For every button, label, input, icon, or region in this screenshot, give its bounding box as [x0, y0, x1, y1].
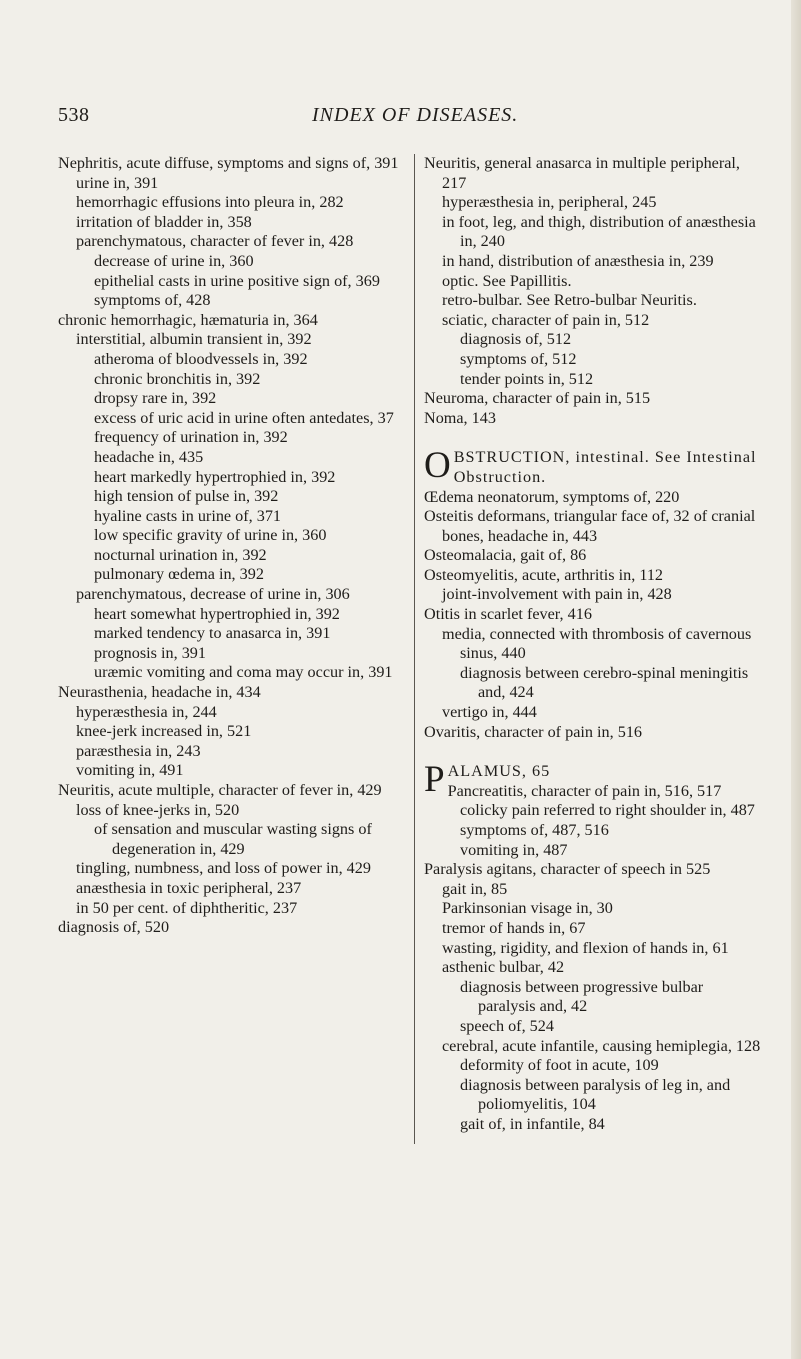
index-entry: Neuritis, acute multiple, character of fever in, 429 [58, 781, 382, 799]
index-entry: hyperæsthesia in, 244 [76, 702, 217, 721]
index-entry: decrease of urine in, 360 [94, 251, 254, 270]
index-entry: dropsy rare in, 392 [94, 389, 217, 408]
index-entry: Ovaritis, character of pain in, 516 [424, 722, 643, 741]
index-entry: speech of, 524 [460, 1016, 554, 1035]
section-o-entries [424, 488, 762, 743]
index-entry: gait in, 85 [442, 879, 508, 898]
index-entry: colicky pain referred to right shoulder in, 487 [460, 801, 755, 820]
dropcap-o: O [424, 445, 451, 487]
page-number: 538 [58, 104, 90, 126]
index-entry: tremor of hands in, 67 [442, 918, 586, 937]
index-entry: low specific gravity of urine in, 360 [94, 526, 327, 545]
index-entry: gait of, in infantile, 84 [460, 1114, 605, 1133]
left-column [58, 154, 408, 938]
running-head: INDEX OF DISEASES. [312, 104, 519, 126]
index-entry: sciatic, character of pain in, 512 [442, 310, 650, 329]
index-entry: prognosis in, 391 [94, 643, 206, 662]
section-o [424, 445, 762, 742]
index-entry: chronic hemorrhagic, hæmaturia in, 364 [58, 310, 318, 329]
right-column [424, 154, 762, 1135]
right-column-top-entries [424, 154, 762, 428]
column-divider [414, 154, 415, 1144]
index-entry: knee-jerk increased in, 521 [76, 722, 252, 741]
section-p [424, 759, 762, 1134]
index-entry: optic. See Papillitis. [442, 271, 572, 290]
index-entry: heart somewhat hypertrophied in, 392 [94, 604, 340, 623]
index-entry: Osteitis deformans, triangular face of, 32 of cranial bones, headache in, 443 [424, 507, 756, 545]
index-entry: Otitis in scarlet fever, 416 [424, 605, 592, 624]
index-entry: retro-bulbar. See Retro-bulbar Neuritis. [442, 291, 697, 310]
index-entry: joint-involvement with pain in, 428 [442, 585, 672, 604]
index-entry: Noma, 143 [424, 408, 496, 427]
index-entry: vomiting in, 487 [460, 840, 568, 859]
index-entry: uræmic vomiting and coma may occur in, 391 [94, 663, 393, 682]
dropcap-p: P [424, 759, 445, 801]
index-entry: tingling, numbness, and loss of power in, 429 [76, 859, 371, 878]
index-entry: urine in, 391 [76, 173, 159, 192]
index-entry: hyperæsthesia in, peripheral, 245 [442, 193, 657, 212]
index-entry: Œdema neonatorum, symptoms of, 220 [424, 487, 680, 506]
index-entry: loss of knee-jerks in, 520 [76, 800, 240, 819]
index-entry: vomiting in, 491 [76, 761, 184, 780]
index-entry: in 50 per cent. of diphtheritic, 237 [76, 898, 298, 917]
page-edge-shadow [791, 0, 801, 1359]
index-entry: of sensation and muscular wasting signs of degeneration in, 429 [94, 820, 372, 858]
index-entry: irritation of bladder in, 358 [76, 212, 252, 231]
index-entry: Osteomalacia, gait of, 86 [424, 546, 587, 565]
section-o-lead [424, 445, 762, 487]
index-entry: hemorrhagic effusions into pleura in, 282 [76, 193, 344, 212]
index-entry: symptoms of, 428 [94, 291, 211, 310]
index-entry: asthenic bulbar, 42 [442, 958, 565, 977]
index-entry: in hand, distribution of anæsthesia in, 239 [442, 251, 714, 270]
index-entry: Paralysis agitans, character of speech in 525 [424, 860, 711, 879]
index-entry: Parkinsonian visage in, 30 [442, 899, 613, 918]
index-entry: parenchymatous, decrease of urine in, 306 [76, 585, 350, 604]
index-entry: symptoms of, 487, 516 [460, 821, 609, 839]
index-entry: in foot, leg, and thigh, distribution of anæsthesia in, 240 [442, 212, 756, 251]
index-entry: excess of uric acid in urine often antedates, 37 [94, 408, 394, 427]
index-entry: anæsthesia in toxic peripheral, 237 [76, 878, 302, 897]
index-entry: media, connected with thrombosis of cavernous sinus, 440 [442, 624, 752, 663]
index-entry: paræsthesia in, 243 [76, 741, 201, 760]
index-entry: deformity of foot in acute, 109 [460, 1056, 659, 1075]
index-entry: marked tendency to anasarca in, 391 [94, 624, 331, 643]
section-p-lead-text: ALAMUS, 65 [447, 762, 551, 781]
index-entry: tender points in, 512 [460, 369, 594, 388]
index-entry: epithelial casts in urine positive sign of, 369 [94, 271, 380, 290]
index-entry: wasting, rigidity, and flexion of hands in, 61 [442, 938, 729, 957]
index-entry: diagnosis between paralysis of leg in, and poliomyelitis, 104 [460, 1075, 731, 1114]
index-entry: headache in, 435 [94, 447, 204, 466]
index-entry: diagnosis of, 512 [460, 330, 572, 349]
section-o-lead-text: BSTRUCTION, intestinal. See Intestinal Obstruction. [453, 448, 757, 486]
index-entry: cerebral, acute infantile, causing hemiplegia, 128 [442, 1036, 761, 1055]
index-entry: high tension of pulse in, 392 [94, 487, 279, 506]
section-p-entries [424, 782, 762, 1135]
index-entry: symptoms of, 512 [460, 349, 577, 368]
index-entry: diagnosis between progressive bulbar paralysis and, 42 [460, 977, 704, 1016]
index-entry: heart markedly hypertrophied in, 392 [94, 467, 336, 486]
index-entry: atheroma of bloodvessels in, 392 [94, 349, 308, 368]
index-entry: Nephritis, acute diffuse, symptoms and signs of, 391 [58, 154, 399, 172]
index-entry: Neurasthenia, headache in, 434 [58, 683, 261, 702]
index-entry: Pancreatitis, character of pain in, 516, 517 [447, 781, 722, 800]
index-entry: hyaline casts in urine of, 371 [94, 506, 282, 525]
index-entry: interstitial, albumin transient in, 392 [76, 330, 312, 349]
index-entry: frequency of urination in, 392 [94, 428, 288, 447]
index-entry: diagnosis between cerebro-spinal meningitis and, 424 [460, 663, 749, 702]
index-entry: parenchymatous, character of fever in, 428 [76, 232, 354, 251]
index-entry: chronic bronchitis in, 392 [94, 369, 261, 388]
index-entry: Osteomyelitis, acute, arthritis in, 112 [424, 565, 664, 584]
index-entry: Neuritis, general anasarca in multiple peripheral, 217 [424, 154, 740, 192]
index-entry: diagnosis of, 520 [58, 918, 170, 937]
index-entry: vertigo in, 444 [442, 703, 537, 722]
index-entry: pulmonary œdema in, 392 [94, 565, 264, 584]
index-entry: nocturnal urination in, 392 [94, 545, 267, 564]
index-entry: Neuroma, character of pain in, 515 [424, 389, 651, 408]
